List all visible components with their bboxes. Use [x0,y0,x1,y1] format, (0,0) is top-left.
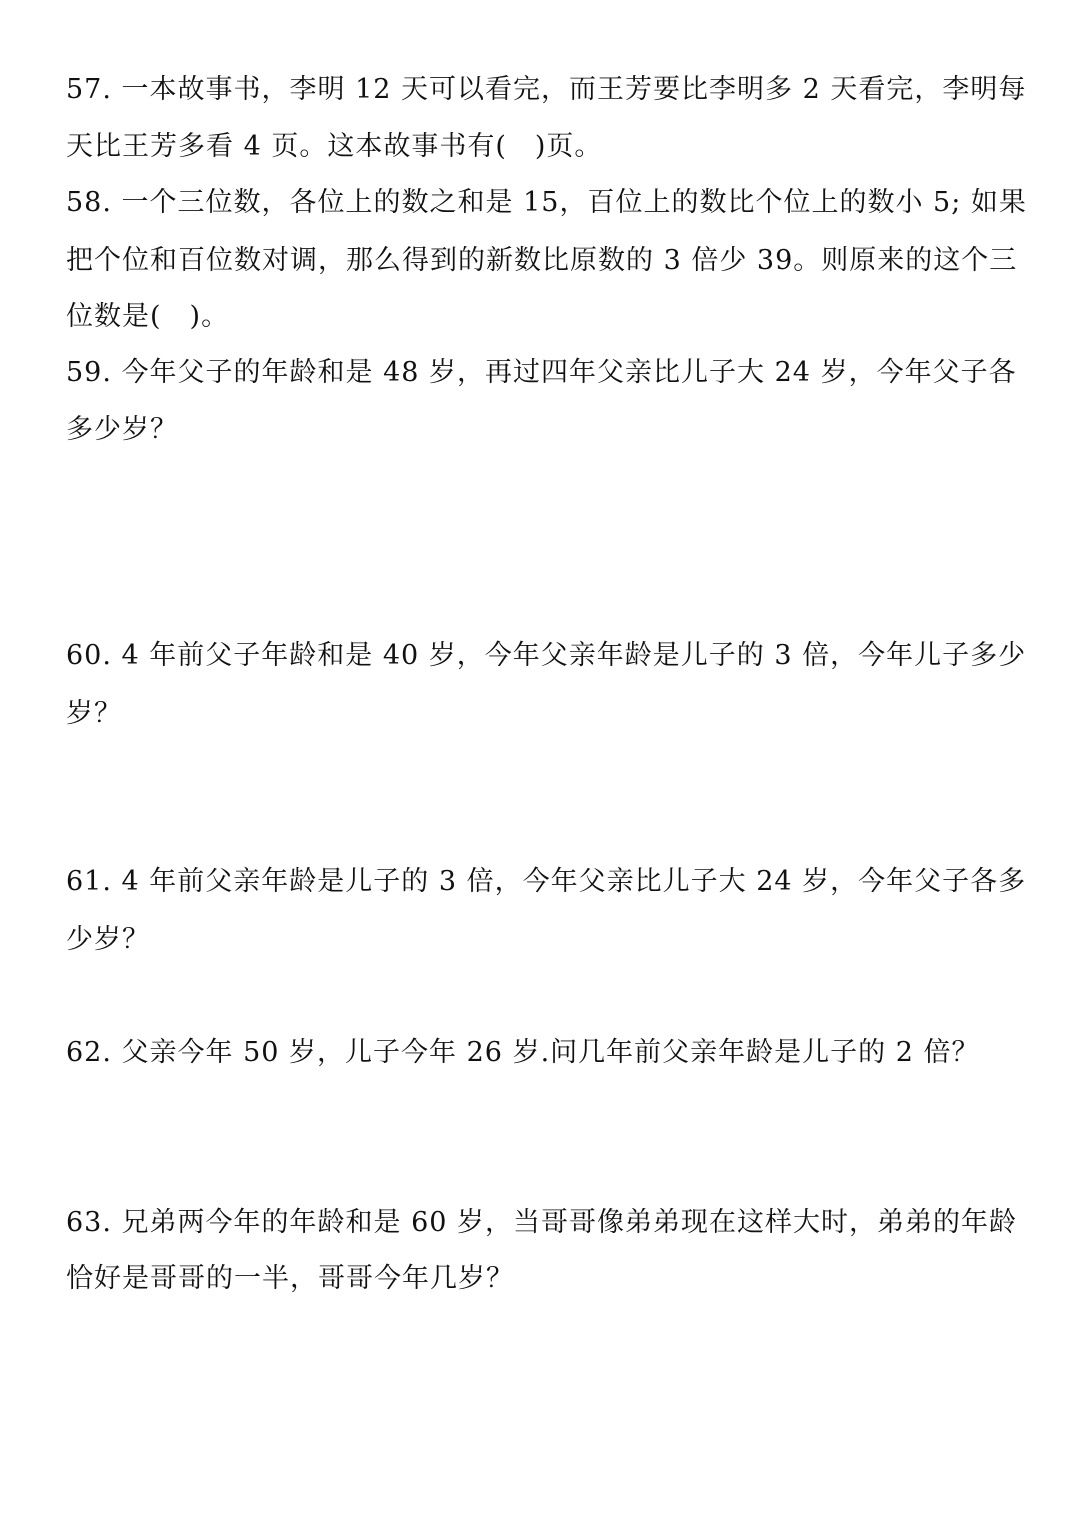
question-text-line: 多少岁？ [66,414,178,445]
question-text-line: 61. 4 年前父亲年龄是儿子的 3 倍，今年父亲比儿子大 24 岁，今年父子各多 [66,866,1027,897]
question-text-line: 62. 父亲今年 50 岁，儿子今年 26 岁.问几年前父亲年龄是儿子的 2 倍？ [66,1037,980,1068]
question-text-line: 59. 今年父子的年龄和是 48 岁，再过四年父亲比儿子大 24 岁，今年父子各 [66,357,1017,388]
question-text-line: 58. 一个三位数，各位上的数之和是 15，百位上的数比个位上的数小 5; 如果 [66,187,1027,218]
question-text-line: 岁？ [66,698,122,729]
question-text-line: 把个位和百位数对调，那么得到的新数比原数的 3 倍少 39。则原来的这个三 [66,245,1018,276]
question-text-line: 恰好是哥哥的一半，哥哥今年几岁？ [66,1263,514,1294]
question-text-line: 57. 一本故事书，李明 12 天可以看完，而王芳要比李明多 2 天看完，李明每 [66,74,1027,105]
question-text-line: 60. 4 年前父子年龄和是 40 岁，今年父亲年龄是儿子的 3 倍，今年儿子多少 [66,640,1027,671]
question-text-line: 63. 兄弟两今年的年龄和是 60 岁，当哥哥像弟弟现在这样大时，弟弟的年龄 [66,1207,1018,1238]
question-text-line: 位数是( )。 [66,301,230,332]
question-text-line: 少岁？ [66,924,150,955]
question-text-line: 天比王芳多看 4 页。这本故事书有( )页。 [66,131,603,162]
